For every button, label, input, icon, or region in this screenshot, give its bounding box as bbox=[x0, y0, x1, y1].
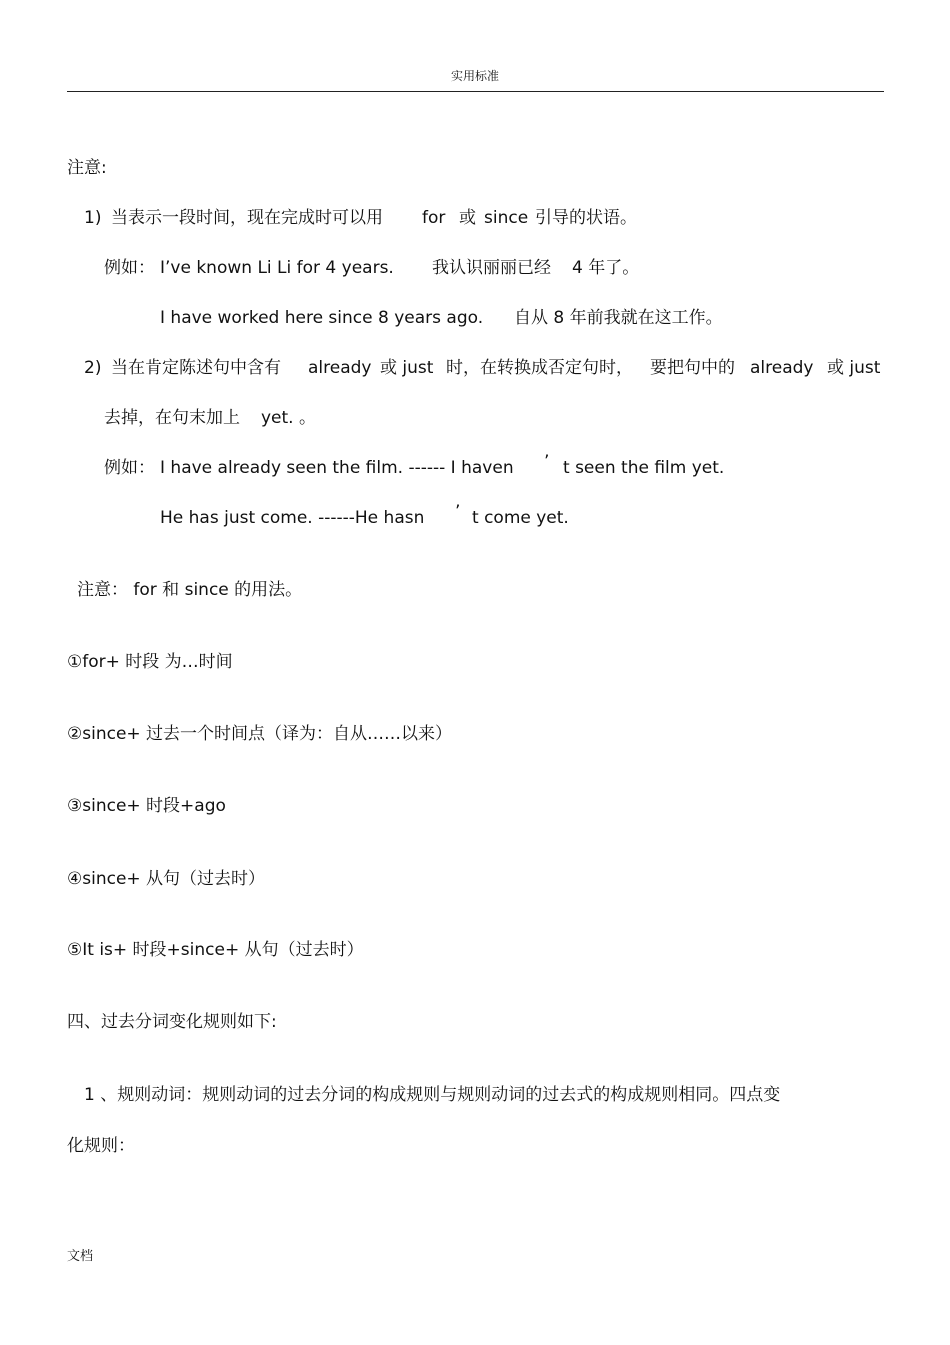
rule-4: ④since+ 从句（过去时） bbox=[67, 869, 266, 889]
example-4-english-b: t come yet. bbox=[472, 508, 569, 528]
example-4-apostrophe: ’ bbox=[455, 502, 461, 522]
item-2-text: 当在肯定陈述句中含有 bbox=[111, 358, 281, 378]
rule-1: ①for+ 时段 为…时间 bbox=[67, 652, 233, 672]
item-1-since: since bbox=[484, 208, 529, 228]
item-1-end: 引导的状语。 bbox=[535, 208, 637, 228]
page-header: 实用标准 bbox=[450, 69, 499, 83]
example-3-english-a: I have already seen the film. ------ I haven bbox=[160, 458, 514, 478]
rule-2: ②since+ 过去一个时间点（译为：自从……以来） bbox=[67, 724, 453, 744]
rule-3: ③since+ 时段+ago bbox=[67, 796, 226, 816]
example-2-english: I have worked here since 8 years ago. bbox=[160, 308, 484, 328]
example-4-english-a: He has just come. ------He hasn bbox=[160, 508, 425, 528]
item-2-number: 2) bbox=[84, 358, 102, 378]
section-4-heading: 四、过去分词变化规则如下: bbox=[67, 1012, 277, 1032]
item-1-for: for bbox=[422, 208, 446, 228]
example-1-chinese-a: 我认识丽丽已经 bbox=[432, 258, 551, 278]
item-2-middle: 时，在转换成否定句时， bbox=[446, 358, 633, 378]
section-4-item-1-continuation: 化规则： bbox=[67, 1136, 135, 1156]
note-heading-1: 注意: bbox=[67, 158, 107, 178]
page-footer: 文档 bbox=[67, 1249, 94, 1264]
example-1-english: I’ve known Li Li for 4 years. bbox=[160, 258, 394, 278]
item-2-already-2: already bbox=[750, 358, 814, 378]
item-2-yet: yet. 。 bbox=[261, 408, 316, 428]
example-2-chinese: 自从 8 年前我就在这工作。 bbox=[514, 308, 723, 328]
header-rule bbox=[67, 91, 884, 92]
example-3-label: 例如： bbox=[104, 458, 155, 478]
example-3-english-b: t seen the film yet. bbox=[563, 458, 725, 478]
example-1-chinese-b: 4 年了。 bbox=[572, 258, 640, 278]
item-1-or: 或 bbox=[459, 208, 476, 228]
section-4-item-1: 1 、规则动词：规则动词的过去分词的构成规则与规则动词的过去式的构成规则相同。四点变 bbox=[84, 1085, 781, 1105]
item-2-already: already bbox=[308, 358, 372, 378]
item-2-or-just: 或 just bbox=[380, 358, 434, 378]
example-1-label: 例如： bbox=[104, 258, 155, 278]
item-2-middle-2: 要把句中的 bbox=[650, 358, 735, 378]
item-1-text: 当表示一段时间，现在完成时可以用 bbox=[111, 208, 383, 228]
item-2-or-just-2: 或 just bbox=[827, 358, 881, 378]
rule-5: ⑤It is+ 时段+since+ 从句（过去时） bbox=[67, 940, 364, 960]
item-1-number: 1) bbox=[84, 208, 102, 228]
item-2-continuation: 去掉，在句末加上 bbox=[104, 408, 240, 428]
note-heading-2: 注意： for 和 since 的用法。 bbox=[77, 580, 303, 600]
example-3-apostrophe: ’ bbox=[544, 452, 550, 472]
